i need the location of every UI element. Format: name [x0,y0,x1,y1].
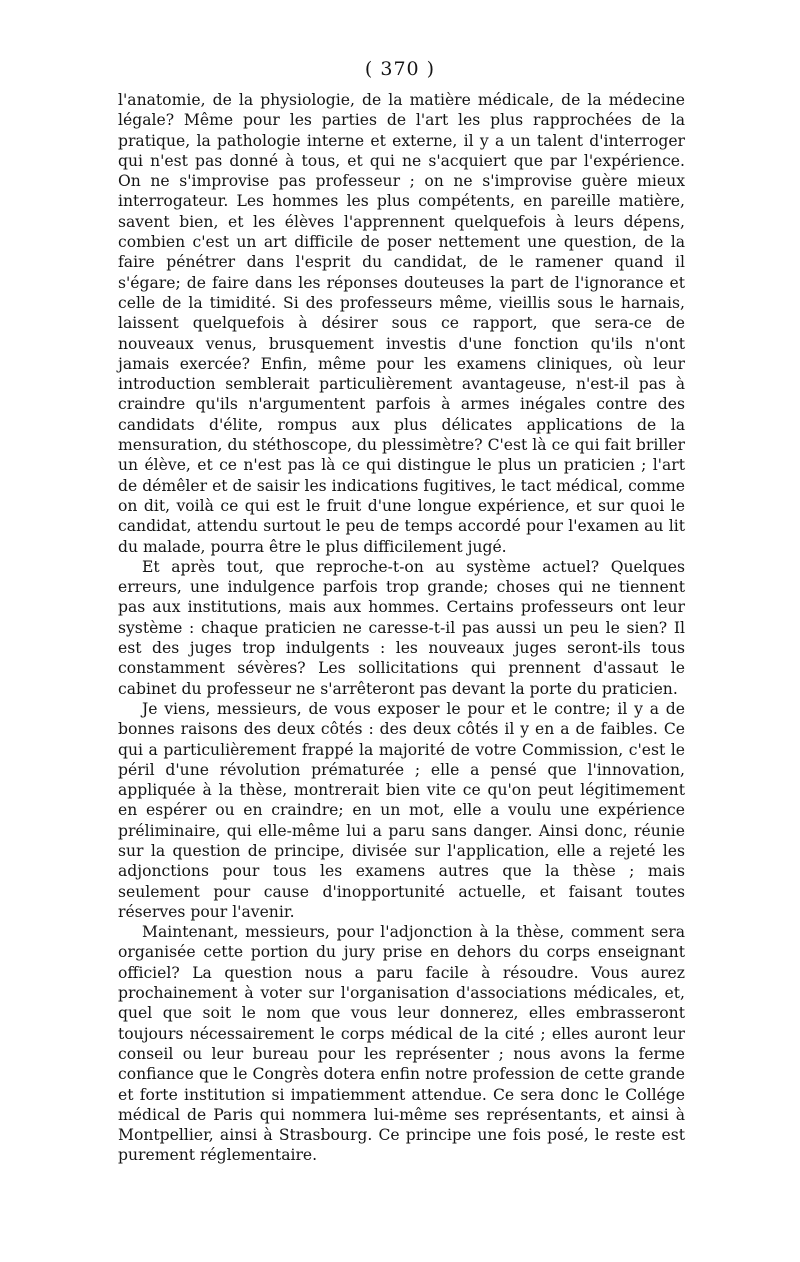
body-text [118,90,685,1166]
paragraph: Et après tout, que reproche-t-on au système actuel? Quelques erreurs, une indulgence parfois trop grande; choses qui ne tiennent pas aux institutions, mais aux hommes. Certains professeurs ont leur système : chaque praticien ne caresse-t-il pas aussi un peu le sien? Il est des juges trop indulgents : les nouveaux juges seront-ils tous constamment sévères? Les sollicitations qui prennent d'assaut le cabinet du professeur ne s'arrêteront pas devant la porte du praticien. [118,557,685,698]
paragraph-continuation: l'anatomie, de la physiologie, de la matière médicale, de la médecine légale? Même pour les parties de l'art les plus rapprochées de la pratique, la pathologie interne et externe, il y a un talent d'interroger qui n'est pas donné à tous, et qui ne s'acquiert que par l'expérience. On ne s'improvise pas professeur ; on ne s'improvise guère mieux interrogateur. Les hommes les plus compétents, en pareille matière, savent bien, et les élèves l'apprennent quelquefois à leurs dépens, combien c'est un art difficile de poser nettement une question, de la faire pénétrer dans l'esprit du candidat, de le ramener quand il s'égare; de faire dans les réponses douteuses la part de l'ignorance et celle de la timidité. Si des professeurs même, vieillis sous le harnais, laissent quelquefois à désirer sous ce rapport, que sera-ce de nouveaux venus, brusquement investis d'une fonction qu'ils n'ont jamais exercée? Enfin, même pour les examens cliniques, où leur introduction semblerait particulièrement avantageuse, n'est-il pas à craindre qu'ils n'argumentent parfois à armes inégales contre des candidats d'élite, rompus aux plus délicates applications de la mensuration, du stéthoscope, du plessimètre? C'est là ce qui fait briller un élève, et ce n'est pas là ce qui distingue le plus un praticien ; l'art de démêler et de saisir les indications fugitives, le tact médical, comme on dit, voilà ce qui est le fruit d'une longue expérience, et sur quoi le candidat, attendu surtout le peu de temps accordé pour l'examen au lit du malade, pourra être le plus difficilement jugé. [118,91,685,556]
page-number: ( 370 ) [364,58,436,80]
paragraph: Je viens, messieurs, de vous exposer le pour et le contre; il y a de bonnes raisons des deux côtés : des deux côtés il y en a de faibles. Ce qui a particulièrement frappé la majorité de votre Commission, c'est le péril d'une révolution prématurée ; elle a pensé que l'innovation, appliquée à la thèse, montrerait bien vite ce qu'on peut légitimement en espérer ou en craindre; en un mot, elle a voulu une expérience préliminaire, qui elle-même lui a paru sans danger. Ainsi donc, réunie sur la question de principe, divisée sur l'application, elle a rejeté les adjonctions pour tous les examens autres que la thèse ; mais seulement pour cause d'inopportunité actuelle, et faisant toutes réserves pour l'avenir. [118,699,685,921]
paragraph: Maintenant, messieurs, pour l'adjonction à la thèse, comment sera organisée cette portion du jury prise en dehors du corps enseignant officiel? La question nous a paru facile à résoudre. Vous aurez prochainement à voter sur l'organisation d'associations médicales, et, quel que soit le nom que vous leur donnerez, elles embrasseront toujours nécessairement le corps médical de la cité ; elles auront leur conseil ou leur bureau pour les représenter ; nous avons la ferme confiance que le Congrès dotera enfin notre profession de cette grande et forte institution si impatiemment attendue. Ce sera donc le Collége médical de Paris qui nommera lui-même ses représentants, et ainsi à Montpellier, ainsi à Strasbourg. Ce principe une fois posé, le reste est purement réglementaire. [118,923,685,1165]
